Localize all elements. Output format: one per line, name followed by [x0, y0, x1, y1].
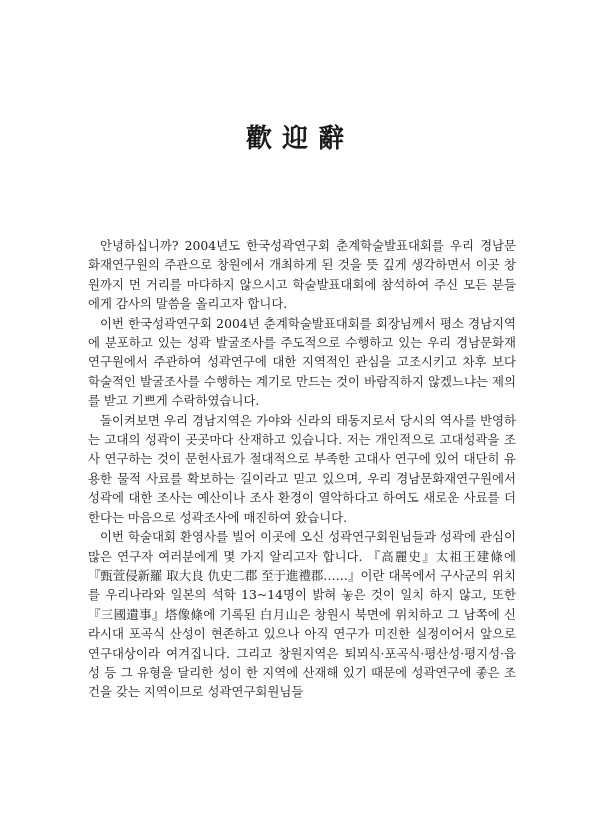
paragraph-2: 이번 한국성곽연구회 2004년 춘계학술발표대회를 회장님께서 평소 경남지역에 분포하고 있는 성곽 발굴조사를 주도적으로 수행하고 있는 우리 경남문화재연구원에서 주관하여 성곽연구에 대한 지역적인 관심을 고조시키고 차후 보다 학술적인 발굴조사를 수행하는 계기로 만드는 것이 바람직하지 않겠느냐는 제의를 받고 기쁘게 수락하였습니다.	[88, 315, 516, 409]
paragraph-1: 안녕하십니까? 2004년도 한국성곽연구회 춘계학술발표대회를 우리 경남문화재연구원의 주관으로 창원에서 개최하게 된 것을 뜻 깊게 생각하면서 이곳 창원까지 먼 거리를 마다하지 않으시고 학술발표대회에 참석하여 주신 모든 분들에게 감사의 말씀을 올리고자 합니다.	[88, 238, 516, 312]
page-title: 歡迎辭	[245, 124, 354, 154]
paragraph-3: 돌이켜보면 우리 경남지역은 가야와 신라의 태동지로서 당시의 역사를 반영하는 고대의 성곽이 곳곳마다 산재하고 있습니다. 저는 개인적으로 고대성곽을 조사 연구하는 것이 문헌사료가 절대적으로 부족한 고대사 연구에 있어 대단히 유용한 물적 사료를 확보하는 길이라고 믿고 있으며, 우리 경남문화재연구원에서 성곽에 대한 조사는 예산이나 조사 환경이 열악하다고 하여도 새로운 사료를 더한다는 마음으로 성곽조사에 매진하여 왔습니다.	[88, 412, 516, 525]
body-text	[88, 236, 516, 702]
paragraph-4: 이번 학술대회 환영사를 빌어 이곳에 오신 성곽연구회원님들과 성곽에 관심이 많은 연구자 여러분에게 몇 가지 알리고자 합니다. 『高麗史』太祖王建條에 『甄萱侵新羅 取大良 仇史二郡 至于進禮郡……』이란 대목에서 구사군의 위치를 우리나라와 일본의 석학 13~14명이 밝혀 놓은 것이 일치 하지 않고, 또한 『三國遺事』塔像條에 기록된 白月山은 창원시 북면에 위치하고 그 남쪽에 신라시대 포곡식 산성이 현존하고 있으나 아직 연구가 미진한 실정이어서 앞으로 연구대상이라 여겨집니다. 그리고 창원지역은 퇴뫼식·포곡식·평산성·평지성·읍성 등 그 유형을 달리한 성이 한 지역에 산재해 있기 때문에 성곽연구에 좋은 조건을 갖는 지역이므로 성곽연구회원님들	[88, 529, 516, 700]
